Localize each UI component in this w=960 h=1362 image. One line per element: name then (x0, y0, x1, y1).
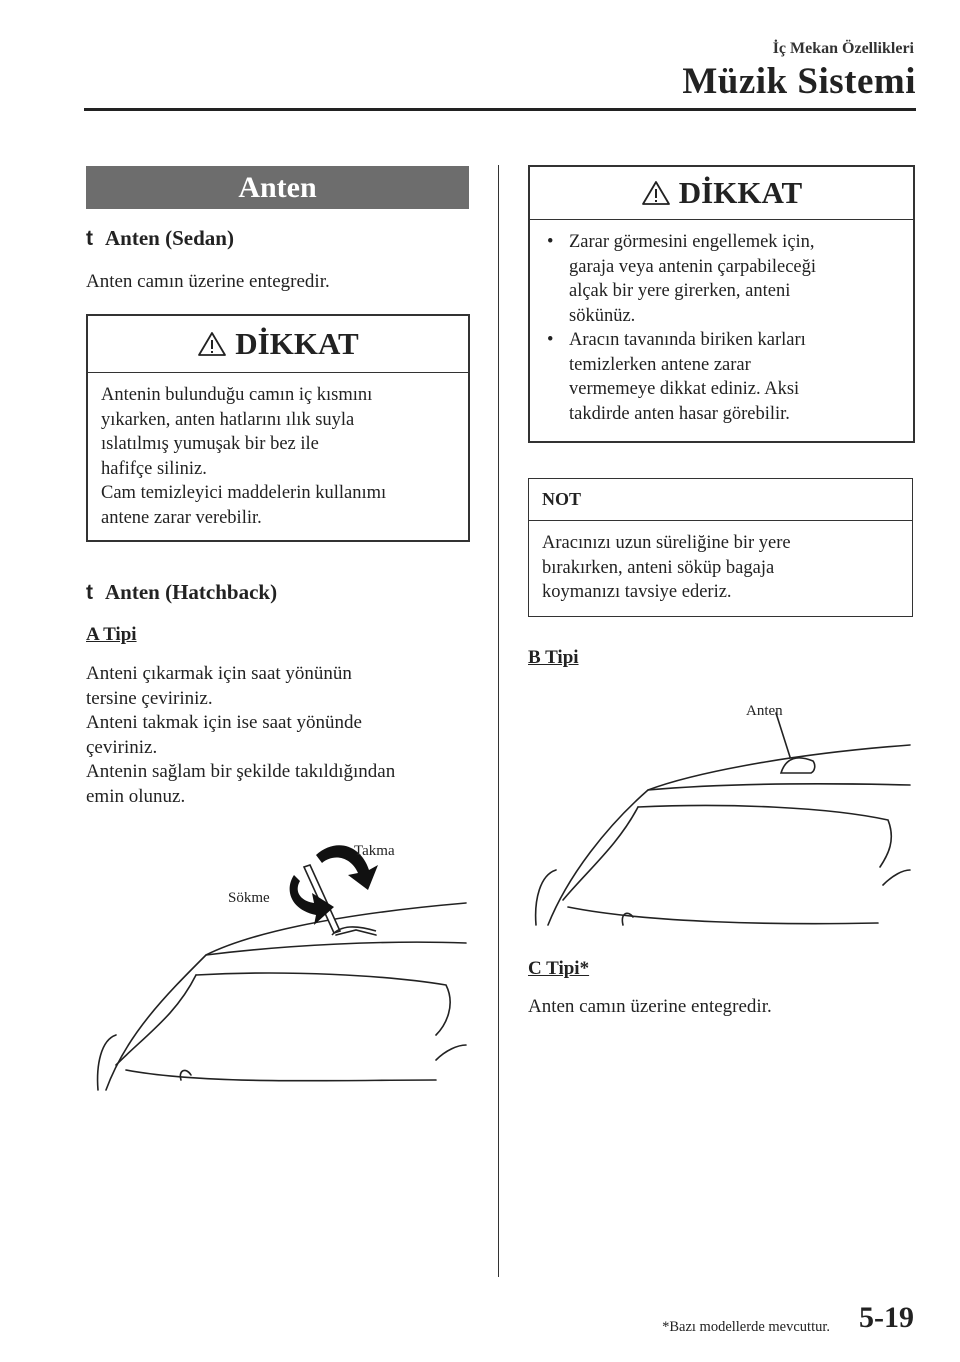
b-tipi-figure (528, 695, 912, 940)
not-box (528, 478, 913, 617)
dikkat-2-bullet (543, 230, 900, 328)
dikkat-box-1-header (88, 316, 468, 373)
bullet-t-icon: t (86, 227, 93, 250)
dikkat-box-2 (528, 165, 915, 443)
b-tipi-label: B Tipi (528, 647, 579, 668)
section-banner: Anten (86, 166, 469, 209)
bullet-line: takdirde anten hasar görebilir. (569, 403, 790, 424)
bullet-line: • Aracın tavanında biriken karları (569, 330, 806, 350)
header-rule (84, 108, 916, 111)
not-box-header: NOT (529, 479, 912, 521)
a-tipi-figure (86, 835, 470, 1095)
footer-note: *Bazı modellerde mevcuttur. (662, 1319, 830, 1335)
a-tipi-line: Antenin sağlam bir şekilde takıldığından (86, 761, 396, 782)
a-tipi-line: çeviriniz. (86, 736, 158, 758)
dikkat-box-1 (86, 314, 470, 542)
bullet-line: garaja veya antenin çarpabileceği (569, 256, 817, 277)
a-tipi-line: tersine çeviriniz. (86, 687, 213, 709)
hatchback-heading (86, 580, 277, 605)
shark-fin-antenna-icon (781, 758, 815, 773)
sedan-heading-text: Anten (Sedan) (105, 226, 234, 250)
dikkat-box-1-body (88, 373, 468, 540)
dikkat-2-bullet (543, 328, 900, 426)
dikkat-1-line: yıkarken, anten hatlarını ılık suyla (101, 409, 355, 430)
c-tipi-label: C Tipi* (528, 958, 590, 979)
a-tipi-line: Anteni çıkarmak için saat yönünün (86, 663, 352, 684)
a-tipi-line: emin olunuz. (86, 785, 186, 807)
dikkat-1-line: antene zarar verebilir. (101, 507, 262, 528)
bullet-line: temizlerken antene zarar (569, 354, 751, 375)
not-line: bırakırken, anteni söküp bagaja (542, 557, 775, 578)
a-tipi-instructions (86, 662, 395, 809)
bullet-line: • Zarar görmesini engellemek için, (569, 232, 815, 252)
a-tipi-line: Anteni takmak için ise saat yönünde (86, 712, 362, 733)
dikkat-box-2-header (530, 167, 913, 220)
dikkat-1-line: ıslatılmış yumuşak bir bez ile (101, 434, 319, 454)
dikkat-1-line: hafifçe siliniz. (101, 458, 207, 479)
dikkat-box-1-title: DİKKAT (235, 326, 359, 361)
c-tipi-text: Anten camın üzerine entegredir. (528, 996, 772, 1017)
bullet-line: vermemeye dikkat ediniz. Aksi (569, 379, 800, 399)
a-tipi-label: A Tipi (86, 624, 137, 645)
dikkat-box-2-title: DİKKAT (678, 175, 803, 210)
takma-label: Takma (354, 843, 395, 859)
bullet-line: alçak bir yere girerken, anteni (569, 281, 791, 301)
dikkat-box-2-body (530, 220, 913, 436)
page-number: 5-19 (859, 1301, 914, 1334)
dikkat-1-line: Antenin bulunduğu camın iç kısmını (101, 385, 373, 405)
header-section-label: İç Mekan Özellikleri (772, 40, 914, 57)
not-box-body (529, 521, 912, 615)
warning-icon (197, 319, 227, 375)
page-title: Müzik Sistemi (682, 61, 916, 102)
warning-icon (641, 170, 671, 222)
bullet-t-icon: t (86, 581, 93, 604)
anten-label: Anten (746, 703, 783, 719)
sedan-heading (86, 226, 234, 251)
sokme-label: Sökme (228, 890, 270, 906)
bullet-line: sökünüz. (569, 305, 636, 326)
not-line: koymanızı tavsiye ederiz. (542, 582, 732, 602)
hatchback-heading-text: Anten (Hatchback) (105, 580, 278, 604)
not-line: Aracınızı uzun süreliğine bir yere (542, 533, 791, 553)
column-divider (498, 165, 499, 1277)
dikkat-1-line: Cam temizleyici maddelerin kullanımı (101, 483, 387, 503)
sedan-text: Anten camın üzerine entegredir. (86, 271, 330, 292)
